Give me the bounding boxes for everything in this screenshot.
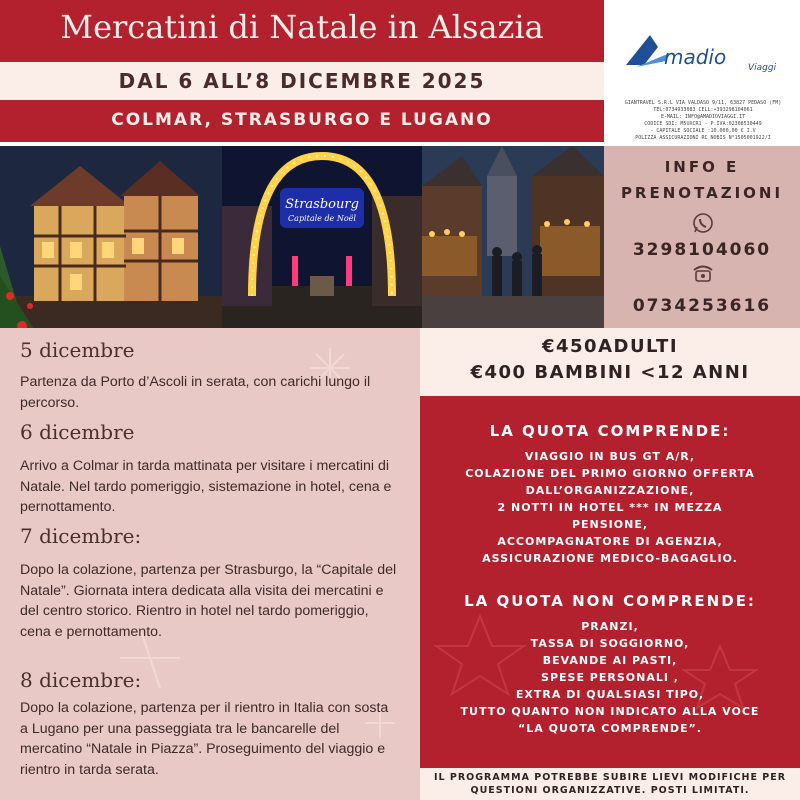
strasbourg-photo xyxy=(222,146,422,328)
info-title xyxy=(604,154,800,206)
excludes-list xyxy=(420,618,800,737)
agency-line: CODICE SDI: M5UXCR1 - P.IVA:02308530449 xyxy=(644,121,762,127)
logo-subtitle: Viaggi xyxy=(748,63,777,73)
price-adults: €450ADULTI xyxy=(541,336,679,357)
note-line: QUESTIONI ORGANIZZATIVE. POSTI LIMITATI. xyxy=(470,785,750,796)
phone-landline[interactable]: 0734253616 xyxy=(632,296,772,316)
day-text: Arrivo a Colmar in tarda mattinata per visitare i mercatini di Natale. Nel tardo pomeriggio, sistemazione in hotel, cena e pernottamento. xyxy=(20,458,392,515)
agency-line: - CAPITALE SOCIALE :10.000,00 € I.V xyxy=(650,128,756,134)
info-title-line: PRENOTAZIONI xyxy=(620,184,784,202)
excludes-item: TUTTO QUANTO NON INDICATO ALLA VOCE xyxy=(460,705,760,718)
colmar-photo xyxy=(0,146,222,328)
day-heading: 8 dicembre: xyxy=(20,668,142,692)
day-text: Dopo la colazione, partenza per Strasburgo, la “Capitale del Natale”. Giornata intera dedicata alla visita dei mercatini e del centro storico. Rientro in hotel nel tardo pomeriggio, cena e pernottamento. xyxy=(20,562,397,640)
agency-line: E-MAIL: INFO@AMADIOVIAGGI.IT xyxy=(660,114,746,120)
excludes-item: EXTRA DI QUALSIASI TIPO, xyxy=(515,688,705,701)
excludes-item: “LA QUOTA COMPRENDE”. xyxy=(518,722,702,735)
excludes-title: LA QUOTA NON COMPRENDE: xyxy=(464,592,756,610)
day-text: Dopo la colazione, partenza per il rientro in Italia con sosta a Lugano per una passeggiata tra le bancarelle del mercatino “Natale in Piazza”. Proseguimento del viaggio e rientro in tarda serata. xyxy=(20,700,389,778)
christmas-market-photo xyxy=(422,146,604,328)
includes-list xyxy=(420,448,800,567)
trip-cities: COLMAR, STRASBURGO E LUGANO xyxy=(111,110,493,130)
disclaimer-note xyxy=(424,771,796,797)
includes-item: 2 NOTTI IN HOTEL *** IN MEZZA xyxy=(497,501,723,514)
includes-item: VIAGGIO IN BUS GT A/R, xyxy=(524,450,696,463)
includes-title: LA QUOTA COMPRENDE: xyxy=(489,422,731,440)
agency-line: GIANTRAVEL S.R.L VIA VALDASO 9/11, 63827 PEDASO (FM) xyxy=(624,100,782,106)
telephone-icon xyxy=(692,262,714,284)
agency-line: TEL:0734933083 CELL:+393298104061 xyxy=(653,107,753,113)
excludes-item: SPESE PERSONALI , xyxy=(541,671,679,684)
itinerary-panel xyxy=(0,328,420,800)
day-heading: 7 dicembre: xyxy=(20,524,142,548)
agency-details xyxy=(606,100,800,142)
logo-name: madio xyxy=(664,45,727,69)
price-children: €400 BAMBINI <12 ANNI xyxy=(470,362,750,383)
page-title: Mercatini di Natale in Alsazia xyxy=(60,8,544,46)
day-heading: 6 dicembre xyxy=(20,420,135,444)
whatsapp-icon xyxy=(692,212,714,234)
excludes-item: PRANZI, xyxy=(581,620,639,633)
day-heading: 5 dicembre xyxy=(20,338,135,362)
phone-mobile[interactable]: 3298104060 xyxy=(632,240,772,260)
trip-dates: DAL 6 ALL’8 DICEMBRE 2025 xyxy=(118,69,486,93)
info-title-line: INFO E xyxy=(664,158,740,176)
excludes-item: TASSA DI SOGGIORNO, xyxy=(530,637,690,650)
includes-item: ASSICURAZIONE MEDICO-BAGAGLIO. xyxy=(482,552,738,565)
sign-subtitle: Capitale de Noël xyxy=(288,214,356,223)
day-text: Partenza da Porto d’Ascoli in serata, con carichi lungo il percorso. xyxy=(20,374,371,411)
includes-item: DALL’ORGANIZZAZIONE, xyxy=(525,484,695,497)
includes-item: PENSIONE, xyxy=(571,518,649,531)
includes-item: ACCOMPAGNATORE DI AGENZIA, xyxy=(497,535,723,548)
sign-title: Strasbourg xyxy=(285,197,359,212)
includes-item: COLAZIONE DEL PRIMO GIORNO OFFERTA xyxy=(465,467,755,480)
note-line: IL PROGRAMMA POTREBBE SUBIRE LIEVI MODIFICHE PER xyxy=(433,772,787,783)
excludes-item: BEVANDE AI PASTI, xyxy=(542,654,678,667)
agency-line: POLIZZA ASSICURAZIONI RC NOBIS N°1505001922/I xyxy=(635,135,771,141)
quota-box xyxy=(420,396,800,768)
